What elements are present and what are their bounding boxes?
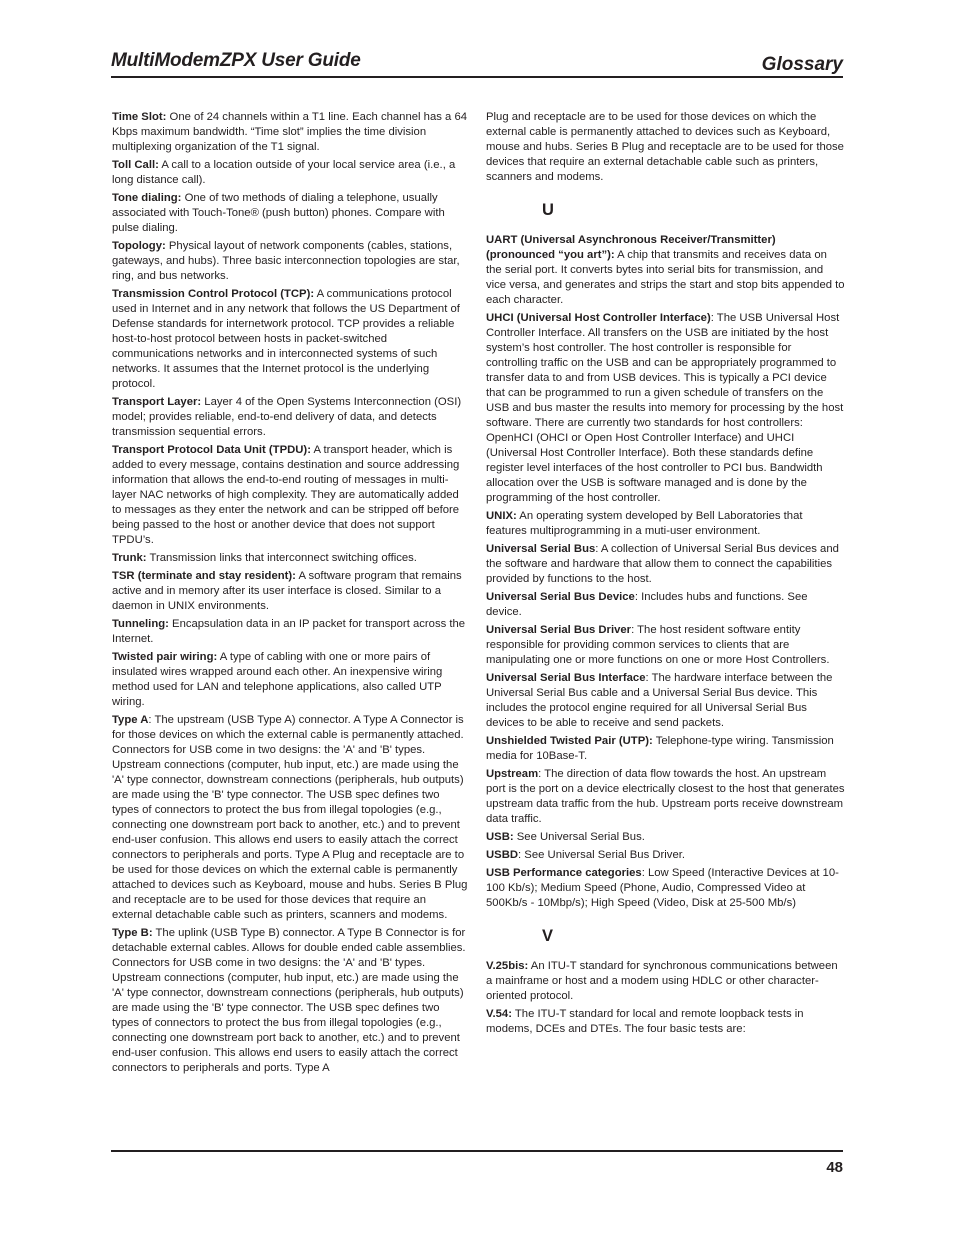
glossary-entry — [112, 617, 469, 647]
glossary-entry — [486, 830, 845, 845]
glossary-term: Type A — [112, 714, 149, 726]
glossary-entry — [112, 239, 469, 284]
glossary-entry — [112, 110, 469, 155]
glossary-term: Twisted pair wiring: — [112, 651, 218, 663]
glossary-entry — [112, 443, 469, 548]
glossary-entry — [112, 926, 469, 1076]
glossary-definition: The ITU-T standard for local and remote loopback tests in modems, DCEs and DTEs. The four basic tests are: — [486, 1008, 804, 1035]
glossary-entry — [112, 287, 469, 392]
glossary-term: Time Slot: — [112, 111, 167, 123]
glossary-entry — [486, 311, 845, 506]
glossary-entry — [112, 650, 469, 710]
glossary-definition: : Low Speed (Interactive Devices at 10-100 Kb/s); Medium Speed (Phone, Audio, Compressed Video at 500Kb/s - 10Mbp/s); High Speed (Video, Disk at 25-500 Mb/s) — [486, 867, 839, 909]
glossary-entry — [486, 767, 845, 827]
glossary-definition: A software program that remains active and in memory after its user interface is closed. Similar to a daemon in UNIX environments. — [112, 570, 462, 612]
right-column — [486, 110, 845, 1040]
glossary-entry — [486, 1007, 845, 1037]
glossary-term: V.25bis: — [486, 960, 529, 972]
glossary-term: Transport Protocol Data Unit (TPDU): — [112, 444, 311, 456]
glossary-entry — [486, 233, 845, 308]
glossary-definition: An ITU-T standard for synchronous communications between a mainframe or host and a modem using HDLC or other character-oriented protocol. — [486, 960, 838, 1002]
glossary-term: USB: — [486, 831, 514, 843]
document-title: MultiModemZPX User Guide — [111, 50, 361, 71]
glossary-entry — [112, 551, 469, 566]
continued-definition: Plug and receptacle are to be used for those devices on which the external cable is permanently attached to devices such as Keyboard, mouse and hubs. Series B Plug and receptacle are to be used for those devices that require an external detachable cable such as printers, scanners and modems. — [486, 111, 844, 183]
glossary-term: Topology: — [112, 240, 166, 252]
glossary-term: Trunk: — [112, 552, 147, 564]
glossary-definition: One of 24 channels within a T1 line. Each channel has a 64 Kbps maximum bandwidth. “Time slot” implies the time division multiplexing organization of the T1 signal. — [112, 111, 468, 153]
glossary-term: UNIX: — [486, 510, 517, 522]
glossary-definition: Encapsulation data in an IP packet for transport across the Internet. — [112, 618, 466, 645]
section-title: Glossary — [761, 54, 843, 75]
glossary-definition: A communications protocol used in Internet and in any network that follows the US Department of Defense standards for internetwork protocol. TCP provides a reliable host-to-host protocol between hosts in packet-switched communications networks and in interconnected systems of such networks. It assumes that the Internet protocol is the underlying protocol. — [112, 288, 460, 390]
header-divider — [111, 76, 843, 78]
glossary-entry — [486, 959, 845, 1004]
glossary-term: Tone dialing: — [112, 192, 182, 204]
glossary-entry — [112, 713, 469, 923]
glossary-definition: : The host resident software entity responsible for providing common services to clients that are manipulating one or more functions on one or more Host Controllers. — [486, 624, 830, 666]
glossary-definition: Telephone-type wiring. Tansmission media for 10Base-T. — [486, 735, 834, 762]
glossary-definition: Physical layout of network components (cables, stations, gateways, and hubs). Three basic interconnection topologies are star, ring, and bus networks. — [112, 240, 460, 282]
glossary-term: USB Performance categories — [486, 867, 642, 879]
glossary-term: Universal Serial Bus — [486, 543, 596, 555]
glossary-definition: One of two methods of dialing a telephone, usually associated with Touch-Tone® (push button) phones. Compare with pulse dialing. — [112, 192, 445, 234]
glossary-term: Upstream — [486, 768, 539, 780]
glossary-definition: A call to a location outside of your local service area (i.e., a long distance call). — [112, 159, 456, 186]
glossary-term: Universal Serial Bus Interface — [486, 672, 646, 684]
glossary-definition: : The USB Universal Host Controller Interface. All transfers on the USB are initiated by the host system’s host controller. The host controller is responsible for controlling traffic on the USB and can be appropriately programmed to transfer data to and from USB devices. This is typically a PCI device that can be programmed to run a given schedule of transfers on the USB and bus master the results into memory for processing by the host software. There are currently two standards for host controllers: OpenHCI (OHCI or Open Host Controller Interface) and UHCI (Universal Host Controller Interface). Both these standards define register level interfaces of the host controller to PCI bus. Bandwidth allocation over the USB is software managed and is done by the programming of the host controller. — [486, 312, 844, 504]
glossary-entry — [486, 509, 845, 539]
glossary-term: TSR (terminate and stay resident): — [112, 570, 296, 582]
glossary-term: Type B: — [112, 927, 153, 939]
glossary-entry — [486, 671, 845, 731]
glossary-term: UART (Universal Asynchronous Receiver/Transmitter) (pronounced “you art”): — [486, 234, 776, 261]
glossary-entry — [486, 734, 845, 764]
glossary-definition: : See Universal Serial Bus Driver. — [518, 849, 686, 861]
glossary-term: Transmission Control Protocol (TCP): — [112, 288, 315, 300]
glossary-entry — [112, 569, 469, 614]
footer-divider — [111, 1150, 843, 1152]
glossary-entry — [486, 542, 845, 587]
glossary-term: Transport Layer: — [112, 396, 202, 408]
glossary-definition: A transport header, which is added to every message, contains destination and source addressing information that allows the end-to-end routing of messages in multi-layer NAC networks of high complexity. They are automatically added to messages as they enter the network and can be stripped off before being passed to the host or another device that does not support TPDU’s. — [112, 444, 460, 546]
glossary-definition: : Includes hubs and functions. See device. — [486, 591, 808, 618]
glossary-entry — [486, 590, 845, 620]
glossary-definition: An operating system developed by Bell Laboratories that features multiprogramming in a muti-user environment. — [486, 510, 803, 537]
glossary-term: Universal Serial Bus Driver — [486, 624, 632, 636]
glossary-definition: : The direction of data flow towards the host. An upstream port is the port on a device electrically closest to the host that generates upstream data traffic from the hub. Upstream ports receive downstream data traffic. — [486, 768, 845, 825]
glossary-definition: A type of cabling with one or more pairs of insulated wires wrapped around each other. An inexpensive wiring method used for LAN and telephone applications, also called UTP wiring. — [112, 651, 443, 708]
glossary-term: Toll Call: — [112, 159, 159, 171]
glossary-entry — [486, 848, 845, 863]
glossary-term: Tunneling: — [112, 618, 169, 630]
glossary-entry — [112, 395, 469, 440]
section-heading-u: U — [542, 201, 554, 219]
glossary-definition: : The hardware interface between the Universal Serial Bus cable and a Universal Serial Bus device. This includes the protocol engine required for all Universal Serial Bus devices to be able to receive and send packets. — [486, 672, 833, 729]
glossary-definition: A chip that transmits and receives data on the serial port. It converts bytes into serial bits for transmission, and vice versa, and generates and strips the start and stop bits appended to each character. — [486, 249, 845, 306]
glossary-entry — [112, 191, 469, 236]
glossary-definition: Transmission links that interconnect switching offices. — [146, 552, 417, 564]
glossary-entry — [112, 158, 469, 188]
glossary-definition: See Universal Serial Bus. — [513, 831, 645, 843]
section-heading-v: V — [542, 927, 554, 945]
glossary-entry — [486, 866, 845, 911]
glossary-definition: Layer 4 of the Open Systems Interconnection (OSI) model; provides reliable, end-to-end delivery of data, and detects transmission sequential errors. — [112, 396, 462, 438]
page-number: 48 — [826, 1159, 843, 1176]
glossary-term: Universal Serial Bus Device — [486, 591, 635, 603]
glossary-entry — [486, 623, 845, 668]
glossary-term: USBD — [486, 849, 519, 861]
glossary-term: Unshielded Twisted Pair (UTP): — [486, 735, 653, 747]
left-column — [112, 110, 469, 1079]
glossary-definition: : A collection of Universal Serial Bus devices and the software and hardware that allow them to connect the capabilities provided by functions to the host. — [486, 543, 839, 585]
glossary-term: UHCI (Universal Host Controller Interface) — [486, 312, 711, 324]
glossary-definition: : The upstream (USB Type A) connector. A Type A Connector is for those devices on which the external cable is permanently attached. Connectors for USB come in two designs: the 'A' and 'B' types. Upstream connections (computer, hub input, etc.) are made using the 'A' type connector, downstream connections (peripherals, hub outputs) are made using the 'B' type connector. The USB spec defines two types of connectors to protect the bus from illegal topologies (e.g., connecting one downstream port back to another, etc.) and to prevent end-user confusion. This allows end users to easily attach the correct connectors to peripherals and ports. Type A Plug and receptacle are to be used for those devices on which the external cable is permanently attached to devices such as Keyboard, mouse and hubs. Series B Plug and receptacle are to be used for those devices that require an external detachable cable such as printers, scanners and modems. — [112, 714, 468, 921]
glossary-definition: The uplink (USB Type B) connector. A Type B Connector is for detachable external cables. Allows for double ended cable assemblies. Connectors for USB come in two designs: the 'A' and 'B' types. Upstream connections (computer, hub input, etc.) are made using the 'A' type connector, downstream connections (peripherals, hub outputs) are made using the 'B' type connector. The USB spec defines two types of connectors to protect the bus from illegal topologies (e.g., connecting one downstream port back to another, etc.) and to prevent end-user confusion. This allows end users to easily attach the correct connectors to peripherals and ports. Type A — [112, 927, 466, 1074]
glossary-term: V.54: — [486, 1008, 512, 1020]
